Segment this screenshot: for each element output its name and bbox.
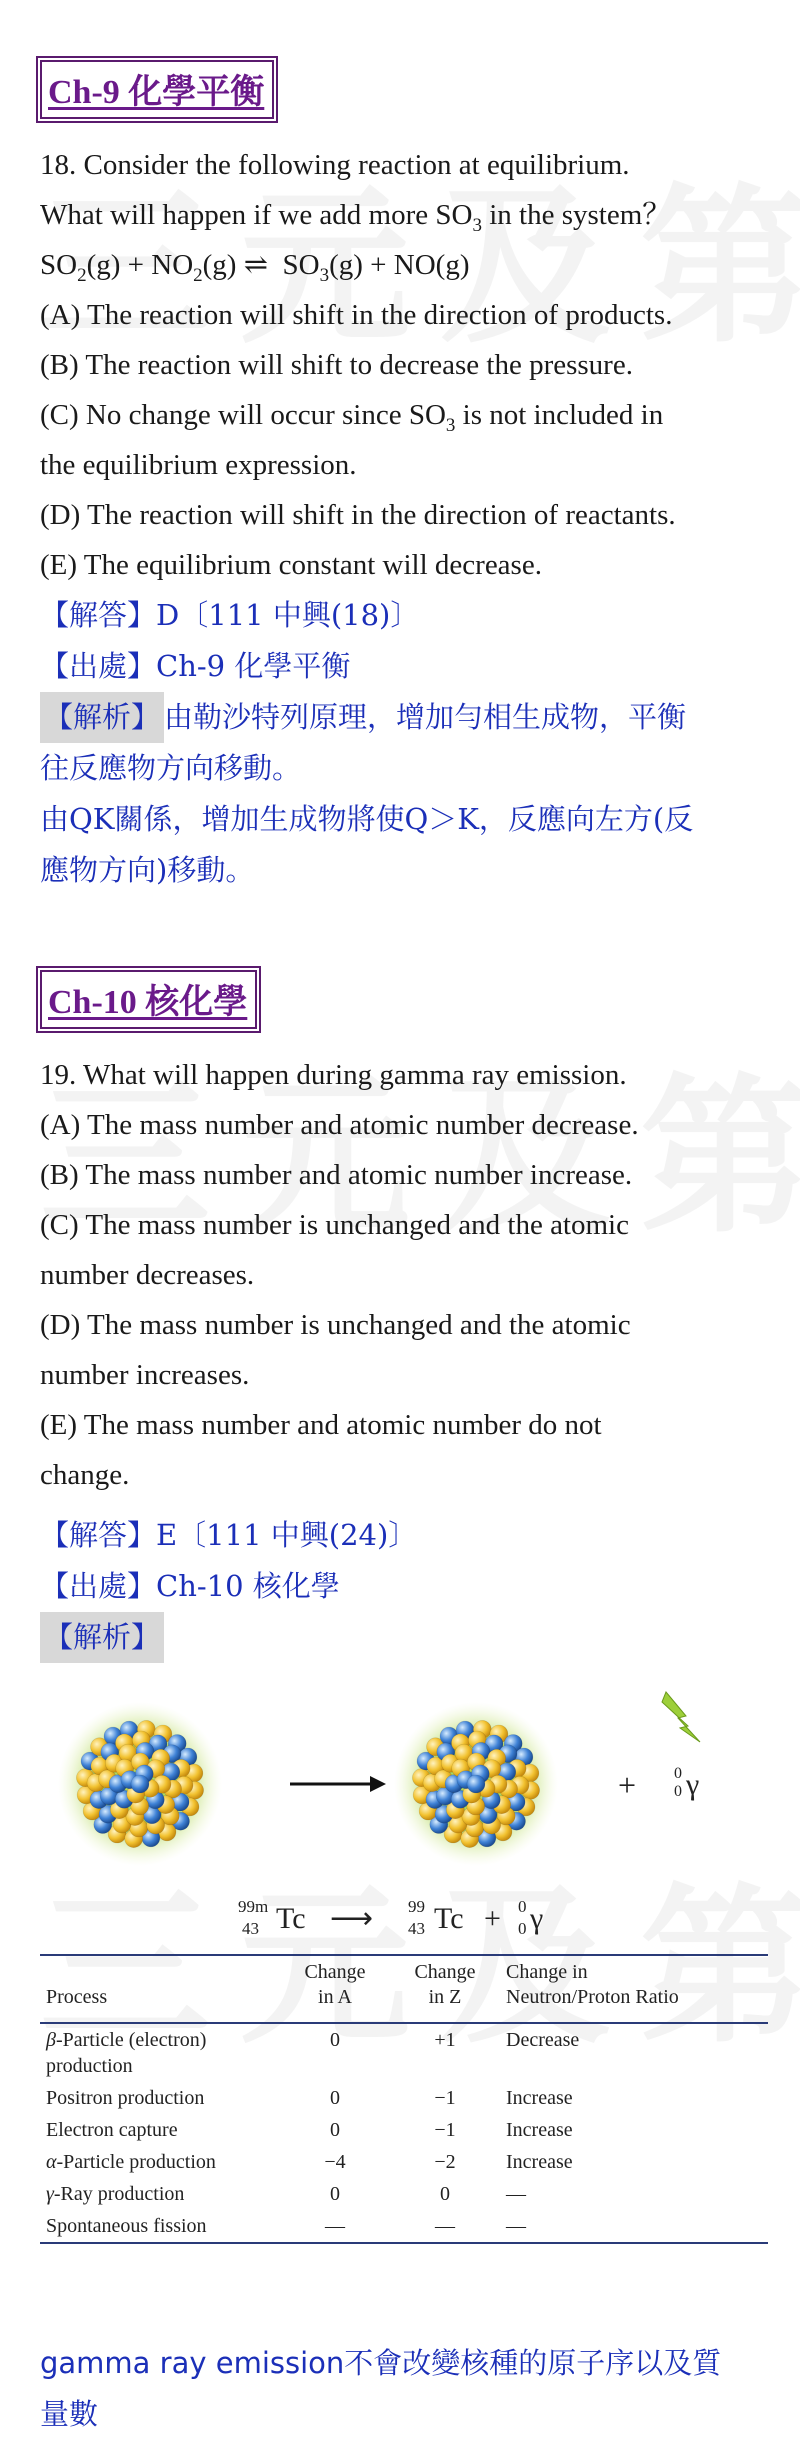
decay-process-table [40,1954,768,2244]
option-d-cont: number increases. [40,1359,250,1391]
ratio-cell: — [506,2183,526,2205]
eq-arrow: ⟶ [330,1901,374,1936]
explanation: 【解析】 由勒沙特列原理，增加勻相生成物，平衡 [40,692,780,743]
ratio-cell: Increase [506,2087,573,2109]
source-line: 【出處】Ch-10 核化學 [40,1569,340,1603]
process-cell: β-Particle (electron) production [46,2029,207,2077]
eq-plus: + [484,1902,501,1935]
reaction-arrow-icon [290,1776,386,1792]
table-row [40,2178,768,2210]
conclusion-line-cont: 量數 [40,2397,99,2431]
chapter-title: Ch-10 核化學 [40,970,257,1029]
explanation-cont: 往反應物方向移動。 [40,751,302,785]
chapter-title: Ch-9 化學平衡 [40,60,274,119]
equilibrium-arrow: ⇌ [243,249,269,281]
option-b: (B) The reaction will shift to decrease the pressure. [40,349,633,381]
eq-atomic-left: 43 [242,1919,259,1938]
change-z-cell: −1 [434,2119,456,2141]
eq-mass-right: 99 [408,1897,425,1916]
change-z-cell: — [390,2210,500,2243]
eq-mass-left: 99m [238,1897,269,1916]
gamma-emission-figure [40,1672,780,1952]
change-z-cell: 0 [440,2183,450,2205]
eq-gamma-symbol: γ [530,1902,544,1935]
question-19 [40,1050,780,1500]
explanation: 【解析】 [40,1612,780,1663]
table-row [40,2082,768,2114]
gamma-atomic-number: 0 [674,1783,682,1800]
header-change-z: Change in Z [390,1955,500,2023]
change-z-cell: −2 [434,2151,456,2173]
process-cell: Spontaneous fission [40,2210,280,2243]
change-z-cell: +1 [434,2029,456,2051]
option-e: (E) The equilibrium constant will decrease. [40,549,542,581]
conclusion [40,2338,780,2440]
explanation-qk: 由QK關係，增加生成物將使Q＞K，反應向左方(反 [40,802,694,836]
answer-block-18 [40,590,780,896]
change-a-cell: 0 [330,2119,340,2141]
section-ch10 [40,970,780,1029]
answer-line: 【解答】E〔111 中興(24)〕 [40,1518,418,1552]
change-a-cell: — [280,2210,390,2243]
nucleus-after [394,1702,558,1866]
table-row [40,2023,768,2082]
ratio-cell: — [500,2210,768,2243]
ratio-cell: Increase [506,2151,573,2173]
section-ch9 [40,60,780,119]
gamma-symbol: γ [686,1768,700,1801]
question-intro: 18. Consider the following reaction at equilibrium. [40,149,630,181]
change-a-cell: −4 [324,2151,346,2173]
plus-sign: + [618,1767,637,1803]
option-d: (D) The mass number is unchanged and the atomic [40,1309,631,1341]
table-header-row [40,1955,768,2023]
process-cell: α-Particle production [46,2151,216,2173]
option-a: (A) The mass number and atomic number decrease. [40,1109,639,1141]
eq-gamma-mass: 0 [518,1897,527,1916]
question-18 [40,140,780,590]
header-process: Process [40,1955,280,2023]
eq-element-right: Tc [434,1902,464,1935]
process-cell: Positron production [46,2087,205,2109]
option-e-cont: change. [40,1459,130,1491]
ratio-cell: Increase [506,2119,573,2141]
source-line: 【出處】Ch-9 化學平衡 [40,649,351,683]
option-e: (E) The mass number and atomic number do not [40,1409,602,1441]
option-c: (C) No change will occur since $SO_3$ is not included in [40,399,664,436]
nucleus-before [58,1702,222,1866]
process-cell: γ-Ray production [46,2183,185,2205]
gamma-emission-diagram [40,1672,780,1952]
header-ratio: Change in Neutron/Proton Ratio [500,1955,768,2023]
lightning-bolt-icon [662,1692,700,1742]
conclusion-line: gamma ray emission不會改變核種的原子序以及質 [40,2346,722,2380]
table-row [40,2114,768,2146]
eq-atomic-right: 43 [408,1919,425,1938]
change-z-cell: −1 [434,2087,456,2109]
table-row [40,2210,768,2243]
reaction-equation: $SO_2(g) + NO_2(g)$ ⇌ $SO_3(g) + NO(g)$ [40,249,470,286]
eq-gamma-atomic: 0 [518,1919,527,1938]
option-c-cont: the equilibrium expression. [40,449,357,481]
eq-element-left: Tc [276,1902,306,1935]
gamma-mass-number: 0 [674,1765,682,1782]
option-c: (C) The mass number is unchanged and the atomic [40,1209,629,1241]
change-a-cell: 0 [330,2183,340,2205]
question-prompt: What will happen if we add more $SO_3$ in the system？ [40,199,672,236]
option-c-cont: number decreases. [40,1259,255,1291]
answer-block-19 [40,1510,780,1663]
header-change-a: Change in A [280,1955,390,2023]
table-row [40,2146,768,2178]
ratio-cell: Decrease [506,2029,580,2051]
option-d: (D) The reaction will shift in the direction of reactants. [40,499,676,531]
change-a-cell: 0 [330,2087,340,2109]
answer-line: 【解答】D〔111 中興(18)〕 [40,598,420,632]
option-b: (B) The mass number and atomic number increase. [40,1159,633,1191]
question-text: 19. What will happen during gamma ray emission. [40,1059,627,1091]
explanation-qk-cont: 應物方向)移動。 [40,853,255,887]
change-a-cell: 0 [330,2029,340,2051]
option-a: (A) The reaction will shift in the direction of products. [40,299,673,331]
process-cell: Electron capture [46,2119,178,2141]
